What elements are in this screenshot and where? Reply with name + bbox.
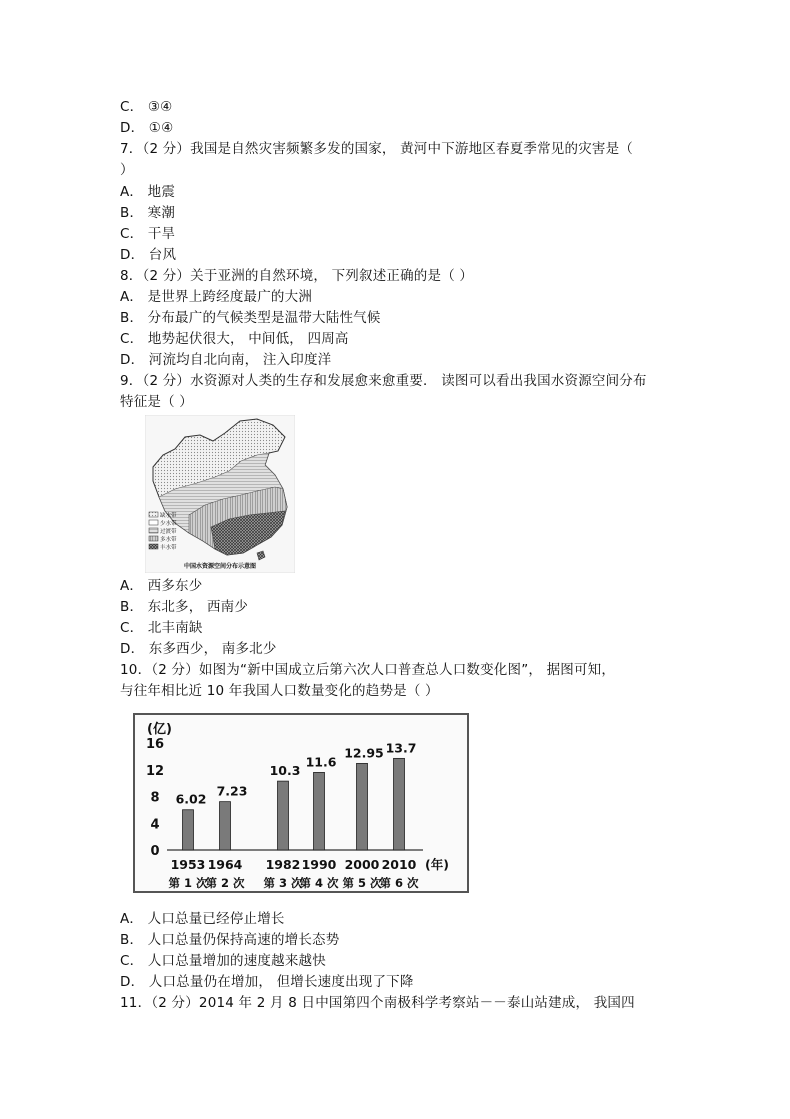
census-label: 第 4 次 xyxy=(299,876,339,890)
text-line: C． 北丰南缺 xyxy=(120,620,203,636)
x-tick-label: 1982 xyxy=(265,857,301,872)
y-tick-label: 0 xyxy=(150,844,160,859)
text-line: A． 西多东少 xyxy=(120,578,203,594)
text-line: D． 东多西少， 南多北少 xyxy=(120,641,277,657)
map-legend xyxy=(149,511,177,551)
y-tick-label: 12 xyxy=(145,763,165,779)
y-axis-unit: (亿) xyxy=(147,722,172,737)
text-line: 11．（2 分）2014 年 2 月 8 日中国第四个南极科学考察站－－泰山站建成， 我国四 xyxy=(120,995,635,1011)
text-line: A． 地震 xyxy=(120,184,176,200)
text-line: D． 人口总量仍在增加， 但增长速度出现了下降 xyxy=(120,974,414,990)
text-line: C． 干旱 xyxy=(120,226,176,242)
bar-1964 xyxy=(220,802,231,850)
x-axis-unit: (年) xyxy=(425,857,449,872)
bar-2000 xyxy=(357,763,368,850)
map-legend-swatch xyxy=(149,528,158,533)
census-label: 第 5 次 xyxy=(342,876,382,890)
text-line: B． 东北多， 西南少 xyxy=(120,599,249,615)
water-resource-map-figure xyxy=(145,415,295,573)
population-chart-figure xyxy=(133,713,469,893)
bar-1982 xyxy=(278,781,289,850)
text-line: 9．（2 分）水资源对人类的生存和发展愈来愈重要． 读图可以看出我国水资源空间分布 xyxy=(120,373,647,389)
map-caption: 中国水资源空间分布示意图 xyxy=(183,563,257,570)
map-legend-swatch xyxy=(149,544,158,549)
bar-value-label: 10.3 xyxy=(269,763,301,779)
text-line: 8．（2 分）关于亚洲的自然环境， 下列叙述正确的是（ ） xyxy=(120,268,474,284)
map-legend-label: 丰水带 xyxy=(160,545,177,551)
text-line: C． 人口总量增加的速度越来越快 xyxy=(120,953,326,969)
y-tick-label: 16 xyxy=(145,737,165,752)
text-line: D． 河流均自北向南， 注入印度洋 xyxy=(120,352,332,368)
census-label: 第 1 次 xyxy=(168,876,208,890)
x-tick-label: 2000 xyxy=(344,857,380,872)
census-label: 第 3 次 xyxy=(263,876,303,890)
x-tick-label: 2010 xyxy=(381,857,417,872)
text-line: A． 是世界上跨经度最广的大洲 xyxy=(120,289,313,305)
map-legend-label: 少水带 xyxy=(160,521,177,527)
bar-2010 xyxy=(394,758,405,850)
map-legend-swatch xyxy=(149,512,158,517)
census-label: 第 6 次 xyxy=(379,876,419,890)
text-line: ） xyxy=(120,162,134,178)
text-line: D． ①④ xyxy=(120,120,174,136)
text-line: B． 人口总量仍保持高速的增长态势 xyxy=(120,932,340,948)
text-line: D． 台风 xyxy=(120,247,177,263)
text-line: C． 地势起伏很大， 中间低， 四周高 xyxy=(120,331,349,347)
bar-1953 xyxy=(183,810,194,850)
y-tick-label: 4 xyxy=(150,817,160,833)
bar-value-label: 7.23 xyxy=(216,783,248,799)
text-line: 10．（2 分）如图为“新中国成立后第六次人口普查总人口数变化图”， 据图可知， xyxy=(120,662,616,678)
map-legend-label: 过渡带 xyxy=(160,529,177,535)
bar-value-label: 11.6 xyxy=(305,754,337,770)
bar-value-label: 13.7 xyxy=(385,740,417,756)
text-line: 7．（2 分）我国是自然灾害频繁多发的国家， 黄河中下游地区春夏季常见的灾害是（ xyxy=(120,141,634,157)
map-legend-label: 缺水带 xyxy=(160,513,177,519)
text-line: 与往年相比近 10 年我国人口数量变化的趋势是（ ） xyxy=(120,683,439,699)
water-resource-map xyxy=(145,415,295,573)
map-legend-label: 多水带 xyxy=(160,537,177,543)
bar-value-label: 6.02 xyxy=(175,791,207,807)
map-legend-swatch xyxy=(149,520,158,525)
census-label: 第 2 次 xyxy=(205,876,245,890)
bar-value-label: 12.95 xyxy=(344,745,384,761)
bar-1990 xyxy=(314,772,325,850)
text-line: C． ③④ xyxy=(120,99,173,115)
text-line: 特征是（ ） xyxy=(120,394,193,410)
text-line: B． 寒潮 xyxy=(120,205,176,221)
text-line: A． 人口总量已经停止增长 xyxy=(120,911,285,927)
population-bar-chart xyxy=(133,713,469,893)
text-line: B． 分布最广的气候类型是温带大陆性气候 xyxy=(120,310,381,326)
map-legend-swatch xyxy=(149,536,158,541)
x-tick-label: 1990 xyxy=(301,857,337,872)
x-tick-label: 1953 xyxy=(170,857,206,872)
x-tick-label: 1964 xyxy=(207,857,243,872)
y-tick-label: 8 xyxy=(150,790,160,806)
